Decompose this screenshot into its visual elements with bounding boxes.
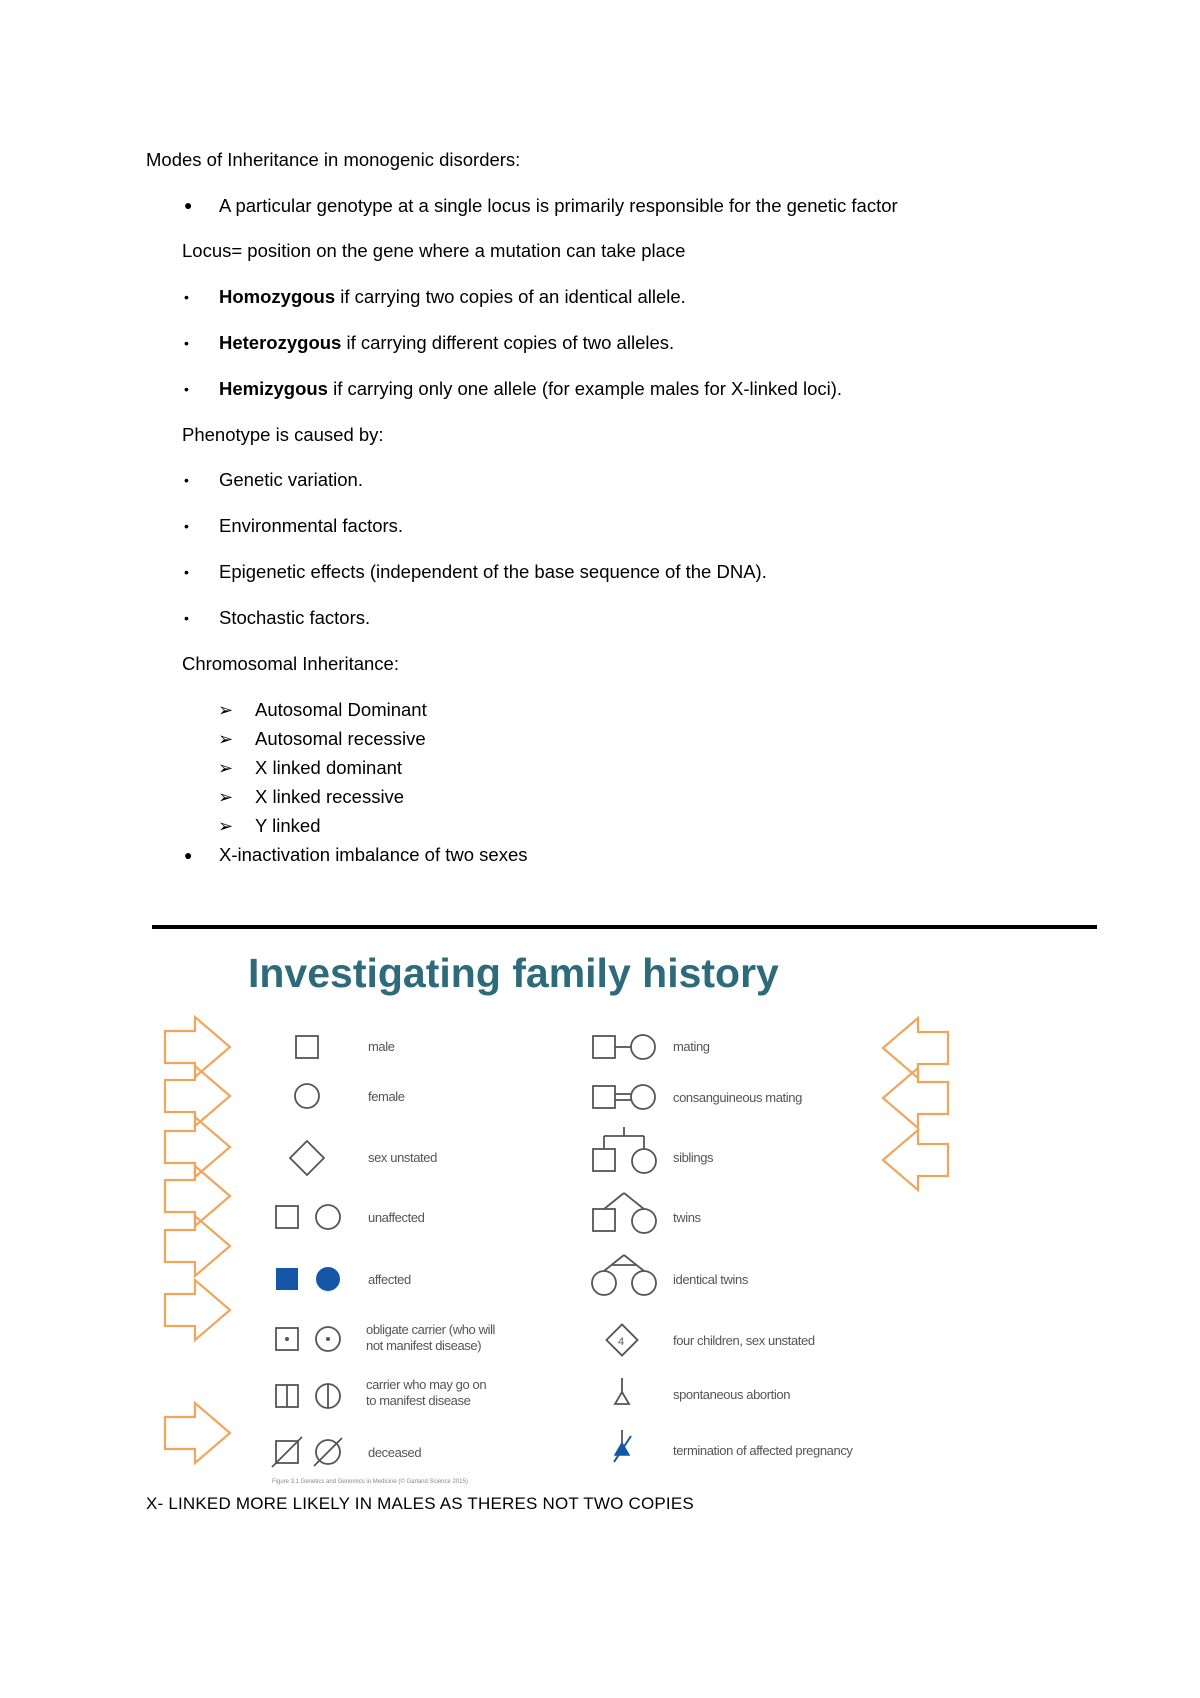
identical-twins-circle-right-icon [632, 1271, 656, 1295]
phenotype-cause: Epigenetic effects (independent of the base sequence of the DNA). [219, 561, 767, 582]
symbol-label: male [368, 1039, 395, 1054]
symbol-label: unaffected [368, 1210, 425, 1225]
identical-twins-right-diagonal [624, 1255, 644, 1271]
bullet-dot: • [184, 381, 189, 397]
page-heading: Modes of Inheritance in monogenic disorders: [146, 149, 521, 170]
zygosity-term: Homozygous [219, 286, 336, 307]
figure-title: Investigating family history [248, 950, 779, 996]
obligate-carrier-circle-dot-icon [326, 1337, 330, 1341]
symbol-label: identical twins [673, 1272, 748, 1287]
figure-source-note: Figure 3.1 Genetics and Genomics in Medicine (© Garland Science 2015) [272, 1479, 468, 1485]
symbol-label: siblings [673, 1150, 714, 1165]
mating-circle-icon [631, 1035, 655, 1059]
zygosity-desc: if carrying only one allele (for example males for X-linked loci). [327, 378, 843, 399]
zygosity-item [219, 331, 674, 355]
symbol-label: to manifest disease [366, 1393, 471, 1408]
deceased-circle-slash [314, 1438, 342, 1466]
arrowhead-bullet-icon: ➢ [218, 700, 234, 720]
zygosity-term: Heterozygous [219, 332, 342, 353]
bullet-dot: • [184, 564, 189, 580]
symbol-label: four children, sex unstated [673, 1333, 815, 1348]
affected-square-icon [276, 1268, 298, 1290]
intro-bullet-text: A particular genotype at a single locus is primarily responsible for the genetic factor [219, 195, 898, 216]
twins-square-icon [593, 1209, 615, 1231]
siblings-circle-icon [632, 1149, 656, 1173]
x-inactivation-item: X-inactivation imbalance of two sexes [219, 844, 528, 865]
sex-unstated-diamond-icon [290, 1141, 324, 1175]
phenotype-cause: Genetic variation. [219, 469, 363, 490]
affected-circle-icon [316, 1267, 340, 1291]
siblings-square-icon [593, 1149, 615, 1171]
locus-definition: Locus= position on the gene where a mutation can take place [182, 240, 686, 261]
inheritance-mode: X linked dominant [255, 757, 403, 778]
symbol-label: spontaneous abortion [673, 1387, 791, 1402]
mating-square-icon [593, 1036, 615, 1058]
symbol-label: not manifest disease) [366, 1338, 482, 1353]
zygosity-term: Hemizygous [219, 378, 328, 399]
phenotype-heading: Phenotype is caused by: [182, 424, 384, 445]
bullet-dot: • [184, 518, 189, 534]
symbol-label: twins [673, 1210, 701, 1225]
symbol-label: mating [673, 1039, 710, 1054]
zygosity-item [219, 285, 686, 309]
twins-right-diagonal [624, 1193, 644, 1209]
arrowhead-bullet-icon: ➢ [218, 787, 234, 807]
inheritance-mode: Y linked [255, 815, 321, 836]
arrow-right-icon [165, 1280, 230, 1340]
male-square-icon [296, 1036, 318, 1058]
figure-caption: X- LINKED MORE LIKELY IN MALES AS THERES NOT TWO COPIES [146, 1494, 694, 1513]
bullet-dot: ● [184, 197, 193, 213]
arrowhead-bullet-icon: ➢ [218, 816, 234, 836]
zygosity-item [219, 377, 842, 401]
inheritance-mode: X linked recessive [255, 786, 405, 807]
twins-circle-icon [632, 1209, 656, 1233]
symbol-label: obligate carrier (who will [366, 1322, 496, 1337]
inheritance-mode: Autosomal recessive [255, 728, 426, 749]
abortion-triangle-icon [615, 1392, 629, 1404]
arrow-right-icon [165, 1403, 230, 1463]
arrowhead-bullet-icon: ➢ [218, 758, 234, 778]
consanguineous-circle-icon [631, 1085, 655, 1109]
female-circle-icon [295, 1084, 319, 1108]
pedigree-symbols-figure [150, 930, 1110, 1492]
consanguineous-square-icon [593, 1086, 615, 1108]
arrow-left-icon [883, 1130, 948, 1190]
bullet-dot: • [184, 289, 189, 305]
identical-twins-circle-left-icon [592, 1271, 616, 1295]
bullet-dot: ● [184, 847, 193, 863]
four-children-count: 4 [618, 1336, 625, 1348]
twins-left-diagonal [604, 1193, 624, 1209]
horizontal-rule [152, 925, 1097, 929]
symbol-label: consanguineous mating [673, 1090, 802, 1105]
symbol-label: termination of affected pregnancy [673, 1443, 853, 1458]
identical-twins-left-diagonal [604, 1255, 624, 1271]
phenotype-cause: Stochastic factors. [219, 607, 371, 628]
arrowhead-bullet-icon: ➢ [218, 729, 234, 749]
phenotype-cause: Environmental factors. [219, 515, 404, 536]
bullet-dot: • [184, 472, 189, 488]
symbol-label: carrier who may go on [366, 1377, 487, 1392]
unaffected-square-icon [276, 1206, 298, 1228]
zygosity-desc: if carrying different copies of two alleles. [341, 332, 675, 353]
symbol-label: affected [368, 1272, 411, 1287]
unaffected-circle-icon [316, 1205, 340, 1229]
zygosity-desc: if carrying two copies of an identical allele. [335, 286, 686, 307]
symbol-label: deceased [368, 1445, 422, 1460]
chromosomal-heading: Chromosomal Inheritance: [182, 653, 399, 674]
bullet-dot: • [184, 610, 189, 626]
symbol-label: female [368, 1089, 405, 1104]
bullet-dot: • [184, 335, 189, 351]
symbol-label: sex unstated [368, 1150, 437, 1165]
obligate-carrier-square-dot-icon [285, 1337, 289, 1341]
inheritance-mode: Autosomal Dominant [255, 699, 427, 720]
